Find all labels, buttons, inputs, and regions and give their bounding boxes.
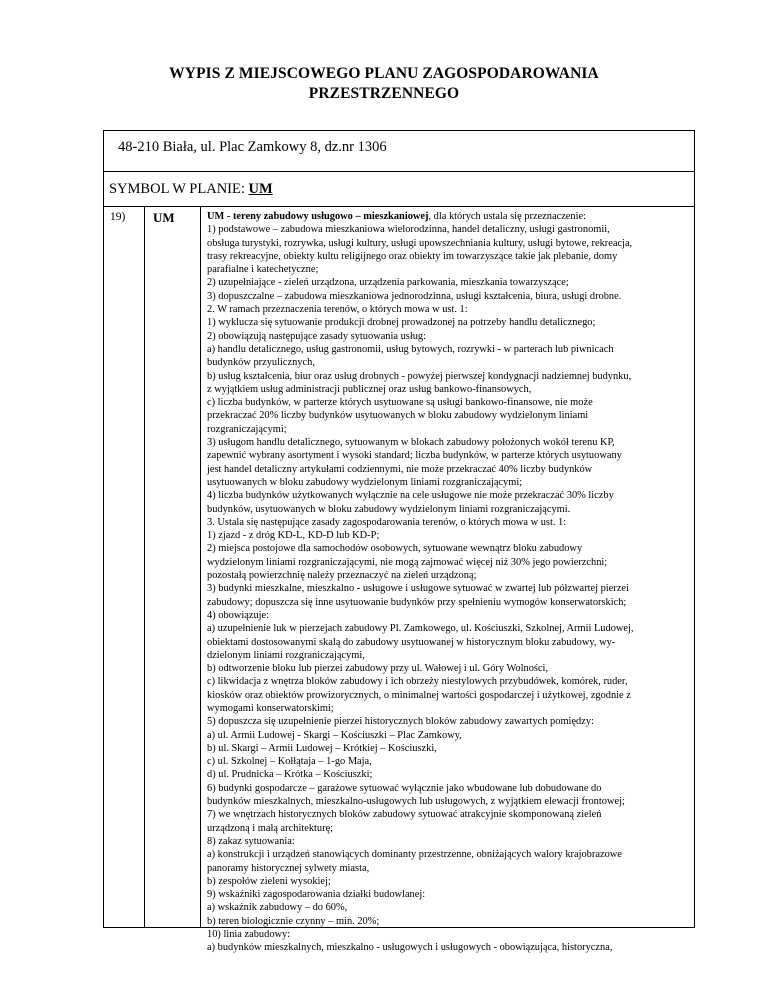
regulation-heading bbox=[207, 210, 693, 223]
regulation-line: 10) linia zabudowy: bbox=[207, 929, 291, 941]
row-number: 19) bbox=[110, 211, 126, 223]
symbol-value: UM bbox=[248, 181, 273, 197]
regulation-row bbox=[104, 207, 694, 954]
regulation-line: a) wskaźnik zabudowy – do 60%, bbox=[207, 902, 348, 914]
regulation-line: trasy rekreacyjne, obiekty kultu religijnego oraz obiekty im towarzyszące takie jak plebanie, domy bbox=[207, 250, 618, 262]
address-text: 48-210 Biała, ul. Plac Zamkowy 8, dz.nr 1306 bbox=[118, 139, 387, 155]
regulation-line: jest handel detaliczny artykułami codziennymi, nie może przekraczać 40% liczby budynków bbox=[207, 463, 593, 475]
row-symbol: UM bbox=[153, 210, 175, 225]
plan-extract-table bbox=[103, 130, 695, 954]
regulation-line: 1) zjazd - z dróg KD-L, KD-D lub KD-P; bbox=[207, 530, 380, 542]
document-title-line-2: PRZESTRZENNEGO bbox=[308, 85, 460, 102]
regulation-line: 4) liczba budynków użytkowanych wyłącznie na cele usługowe nie może przekraczać 30% liczby bbox=[207, 490, 614, 502]
regulation-line: urządzoną i małą architekturę; bbox=[207, 822, 334, 834]
regulation-line: 1) podstawowe – zabudowa mieszkaniowa wielorodzinna, handel detaliczny, usługi gastronomii, bbox=[207, 224, 610, 236]
regulation-line: c) ul. Szkolnej – Kołłątaja – 1-go Maja, bbox=[207, 756, 372, 768]
regulation-line: a) konstrukcji i urządzeń stanowiących dominanty przestrzenne, obniżających walory krajobrazowe bbox=[207, 849, 622, 861]
regulation-line: 4) obowiązuje: bbox=[207, 609, 270, 621]
regulation-line: wymogami konserwatorskimi; bbox=[207, 702, 334, 714]
regulation-line: b) ul. Skargi – Armii Ludowej – Krótkiej – Kościuszki, bbox=[207, 742, 437, 754]
regulation-line: 3) dopuszczalne – zabudowa mieszkaniowa jednorodzinna, usługi kształcenia, biura, usługi drobne. bbox=[207, 290, 622, 302]
regulation-line: 3) usługom handlu detalicznego, sytuowanym w blokach zabudowy położonych wokół terenu KP, bbox=[207, 437, 615, 449]
regulation-line: a) uzupełnienie luk w pierzejach zabudowy Pl. Zamkowego, ul. Kościuszki, Szkolnej, Armii Ludowej, bbox=[207, 623, 634, 635]
regulation-line: panoramy historycznej sylwety miasta, bbox=[207, 862, 370, 874]
regulation-line: 9) wskaźniki zagospodarowania działki budowlanej: bbox=[207, 889, 426, 901]
regulation-text bbox=[207, 210, 693, 955]
symbol-label: SYMBOL W PLANIE: bbox=[109, 181, 249, 197]
row-number-cell bbox=[104, 207, 145, 927]
regulation-line: wydzielonym liniami rozgraniczającymi, nie mogą zajmować więcej niż 30% jego powierzchni; bbox=[207, 556, 608, 568]
regulation-line: pozostałą powierzchnię należy przeznaczyć na zieleń urządzoną; bbox=[207, 570, 477, 582]
regulation-line: z wyjątkiem usług administracji publicznej oraz usług bankowo-finansowych, bbox=[207, 383, 532, 395]
address-row bbox=[104, 131, 694, 172]
regulation-line: 2) obowiązują następujące zasady sytuowania usług: bbox=[207, 330, 426, 342]
regulation-line: budynków przyulicznych, bbox=[207, 357, 315, 369]
regulation-line: dzielonym liniami rozgraniczającymi, bbox=[207, 649, 365, 661]
document-title-line-1: WYPIS Z MIEJSCOWEGO PLANU ZAGOSPODAROWANIA bbox=[169, 65, 599, 82]
regulation-line: obiektami dostosowanymi skalą do zabudowy usytuowanej w historycznym bloku zabudowy, wy- bbox=[207, 636, 616, 648]
row-symbol-cell bbox=[145, 207, 201, 927]
regulation-line: b) zespołów zieleni wysokiej; bbox=[207, 875, 331, 887]
regulation-line: c) liczba budynków, w parterze których usytuowane są usługi bankowo-finansowe, nie może bbox=[207, 397, 593, 409]
regulation-line: kiosków oraz obiektów prowizorycznych, o minimalnej wartości gospodarczej i użytkowej, zgodnie z bbox=[207, 689, 631, 701]
regulation-line: zabudowy; dopuszcza się inne usytuowanie budynków przy spełnieniu wymogów konserwatorskich; bbox=[207, 596, 627, 608]
regulation-line: 2. W ramach przeznaczenia terenów, o których mowa w ust. 1: bbox=[207, 304, 468, 316]
regulation-line: 8) zakaz sytuowania: bbox=[207, 835, 295, 847]
regulation-line: 5) dopuszcza się uzupełnienie pierzei historycznych bloków zabudowy zawartych pomiędzy: bbox=[207, 716, 594, 728]
regulation-line: b) odtworzenie bloku lub pierzei zabudowy przy ul. Wałowej i ul. Góry Wolności, bbox=[207, 663, 549, 675]
regulation-line: 2) miejsca postojowe dla samochodów osobowych, sytuowane wewnątrz bloku zabudowy bbox=[207, 543, 583, 555]
regulation-line: a) ul. Armii Ludowej - Skargi – Kościuszki – Plac Zamkowy, bbox=[207, 729, 462, 741]
regulation-line: obsługa turystyki, rozrywka, usługi kultury, usługi upowszechniania kultury, usługi bytowe, rekreacja, bbox=[207, 237, 633, 249]
regulation-line: a) budynków mieszkalnych, mieszkalno - usługowych i usługowych - obowiązująca, historyczna, bbox=[207, 942, 613, 954]
regulation-line: b) usług kształcenia, biur oraz usług drobnych - powyżej pierwszej kondygnacji nadziemnej budynku, bbox=[207, 370, 632, 382]
regulation-line: parafialne i katechetyczne; bbox=[207, 264, 319, 276]
regulation-line: 1) wyklucza się sytuowanie produkcji drobnej prowadzonej na potrzeby handlu detalicznego; bbox=[207, 317, 596, 329]
regulation-line: usytuowanych w bloku zabudowy wydzielonym liniami rozgraniczającymi; bbox=[207, 476, 523, 488]
regulation-line: budynków, usytuowanych w bloku zabudowy wydzielonym liniami rozgraniczającymi. bbox=[207, 503, 571, 515]
symbol-row bbox=[104, 172, 694, 207]
regulation-heading-rest: , dla których ustala się przeznaczenie: bbox=[428, 211, 586, 222]
regulation-line: c) likwidacja z wnętrza bloków zabudowy i ich obrzeży niestylowych przybudówek, komórek, ruder, bbox=[207, 676, 628, 688]
regulation-line: 7) we wnętrzach historycznych bloków zabudowy sytuować atrakcyjnie skomponowaną zieleń bbox=[207, 809, 602, 821]
regulation-line: budynków mieszkalnych, mieszkalno-usługowych lub usługowych, z wyjątkiem elewacji frontowej; bbox=[207, 796, 625, 808]
regulation-line: a) handlu detalicznego, usług gastronomii, usług bytowych, rozrywki - w parterach lub piwnicach bbox=[207, 343, 614, 355]
document-title bbox=[90, 64, 678, 104]
regulation-line: rozgraniczającymi; bbox=[207, 423, 287, 435]
regulation-line: 3. Ustala się następujące zasady zagospodarowania terenów, o których mowa w ust. 1: bbox=[207, 516, 567, 528]
regulation-line: zapewnić wybrany asortyment i wysoki standard; liczba budynków, w parterze których usytuowany bbox=[207, 450, 622, 462]
regulation-line: przekraczać 20% liczby budynków usytuowanych w bloku zabudowy wydzielonym liniami bbox=[207, 410, 589, 422]
regulation-heading-bold: UM - tereny zabudowy usługowo – mieszkaniowej bbox=[207, 211, 429, 222]
regulation-line: d) ul. Prudnicka – Krótka – Kościuszki; bbox=[207, 769, 373, 781]
regulation-line: 3) budynki mieszkalne, mieszkalno - usługowe i usługowe sytuować w zwartej lub półzwartej pierzei bbox=[207, 583, 629, 595]
regulation-line: 2) uzupełniające - zieleń urządzona, urządzenia parkowania, mieszkania towarzyszące; bbox=[207, 277, 569, 289]
regulation-line: b) teren biologicznie czynny – min. 20%; bbox=[207, 915, 380, 927]
regulation-line: 6) budynki gospodarcze – garażowe sytuować wyłącznie jako wbudowane lub dobudowane do bbox=[207, 782, 602, 794]
